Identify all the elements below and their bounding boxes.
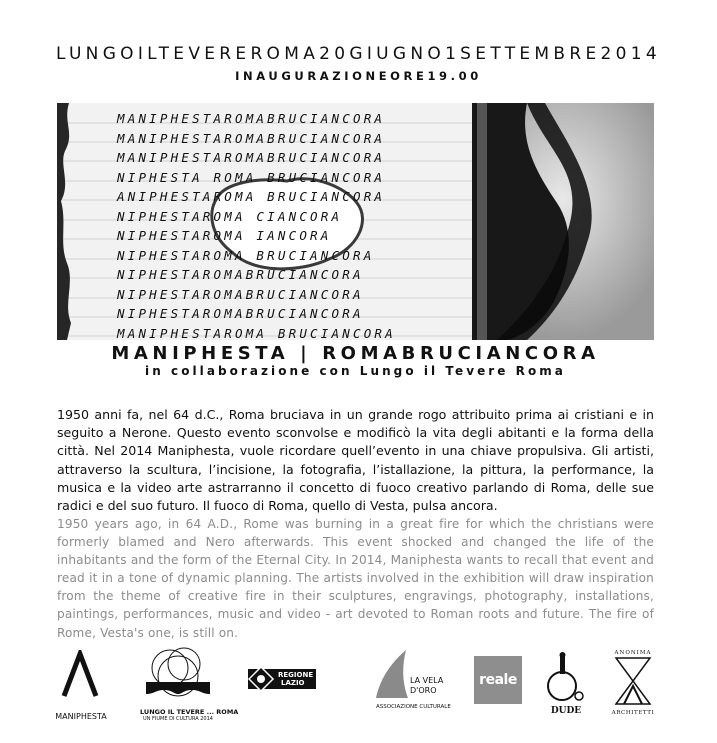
sail-icon (372, 648, 412, 700)
reale-label: reale (479, 672, 517, 688)
handwritten-line: MANIPHESTAROMABRUCIANCORA (117, 130, 386, 146)
maniphesta-logo (50, 650, 112, 720)
lungotevere-bridge-icon (140, 646, 216, 704)
maniphesta-a-icon (50, 650, 112, 698)
lungotevere-label-1: LUNGO IL TEVERE ... ROMA (140, 708, 239, 716)
vela-doro-logo (372, 648, 452, 734)
anonima-label-top: ANONIMA (614, 650, 652, 656)
penny-farthing-icon (546, 652, 586, 702)
handwritten-lines (117, 109, 517, 340)
dude-label: DUDE (550, 706, 582, 716)
event-title: MANIPHESTA | ROMABRUCIANCORA (111, 343, 600, 364)
handwritten-line: NIPHESTAROMABRUCIANCORA (117, 267, 364, 282)
anonima-label-bottom: ARCHITETTI (611, 710, 655, 716)
regione-label-2: LAZIO (281, 679, 305, 687)
sponsor-logos (0, 640, 717, 740)
handwritten-line: MANIPHESTAROMABRUCIANCORA (117, 150, 386, 165)
handwritten-line: MANIPHESTAROMABRUCIANCORA (117, 111, 386, 126)
hourglass-a-icon (608, 656, 658, 706)
italian-description: 1950 anni fa, nel 64 d.C., Roma bruciava in un grande rogo attribuito prima ai cristiani e in seguito a Nerone. Questo evento sconvolse e modificò la vita degli abitanti e la forma della città. Nel 2014 Maniphesta, vuole ricordare quell’evento in una chiave propulsiva. Gli artisti, attraverso la scultura, l’incisione, la fotografia, l’istallazione, la pittura, la performance, la musica e la video arte astrarranno il concetto di fuoco creativo parlando di Roma, delle sue radici e del suo futuro. Il fuoco di Roma, quello di Vesta, pulsa ancora. (57, 407, 654, 514)
lungotevere-label-2: UN FIUME DI CULTURA 2014 (143, 716, 213, 722)
handwritten-line: NIPHESTAROMA CIANCORA (117, 208, 343, 224)
handwritten-line: NIPHESTAROMA BRUCIANCORA (117, 247, 375, 263)
regione-label-1: REGIONE (278, 671, 314, 679)
vela-label-1: LA VELA (410, 676, 444, 685)
anonima-architetti-logo (608, 650, 658, 740)
event-subtitle: in collaborazione con Lungo il Tevere Roma (145, 364, 566, 378)
handwritten-line: NIPHESTAROMABRUCIANCORA (117, 306, 364, 321)
burned-paper-artwork (57, 103, 654, 340)
dude-logo (546, 652, 586, 732)
handwritten-line: ANIPHESTAROMA BRUCIANCORA (117, 189, 386, 204)
maniphesta-label: MANIPHESTA (55, 712, 107, 721)
vela-label-3: ASSOCIAZIONE CULTURALE (376, 704, 451, 710)
reale-logo (474, 656, 522, 704)
handwritten-line: NIPHESTAROMA IANCORA (117, 228, 332, 243)
lungotevere-logo (140, 646, 239, 732)
handwritten-line: MANIPHESTAROMA BRUCIANCORA (117, 325, 396, 340)
event-dates: LUNGOILTEVEREROMA20GIUGNO1SETTEMBRE2014 (56, 44, 661, 64)
handwritten-line: NIPHESTA ROMA BRUCIANCORA (117, 169, 386, 185)
english-description: 1950 years ago, in 64 A.D., Rome was burning in a great fire for which the christians were formerly blamed and Nero afterwards. This event shocked and changed the life of the inhabitants and the form of the Eternal City. In 2014, Maniphesta wants to recall that event and read it in a tone of dynamic planning. The artists involved in the exhibition will draw inspiration from the theme of creative fire in their sculptures, engravings, photography, installations, paintings, performances, music and video - art devoted to Roman roots and future. The fire of Rome, Vesta's one, is still on. (57, 517, 654, 640)
vela-label-2: D'ORO (410, 686, 437, 695)
regione-lazio-logo (248, 666, 316, 692)
handwritten-line: NIPHESTAROMABRUCIANCORA (117, 286, 364, 302)
opening-time: INAUGURAZIONEORE19.00 (235, 69, 482, 83)
